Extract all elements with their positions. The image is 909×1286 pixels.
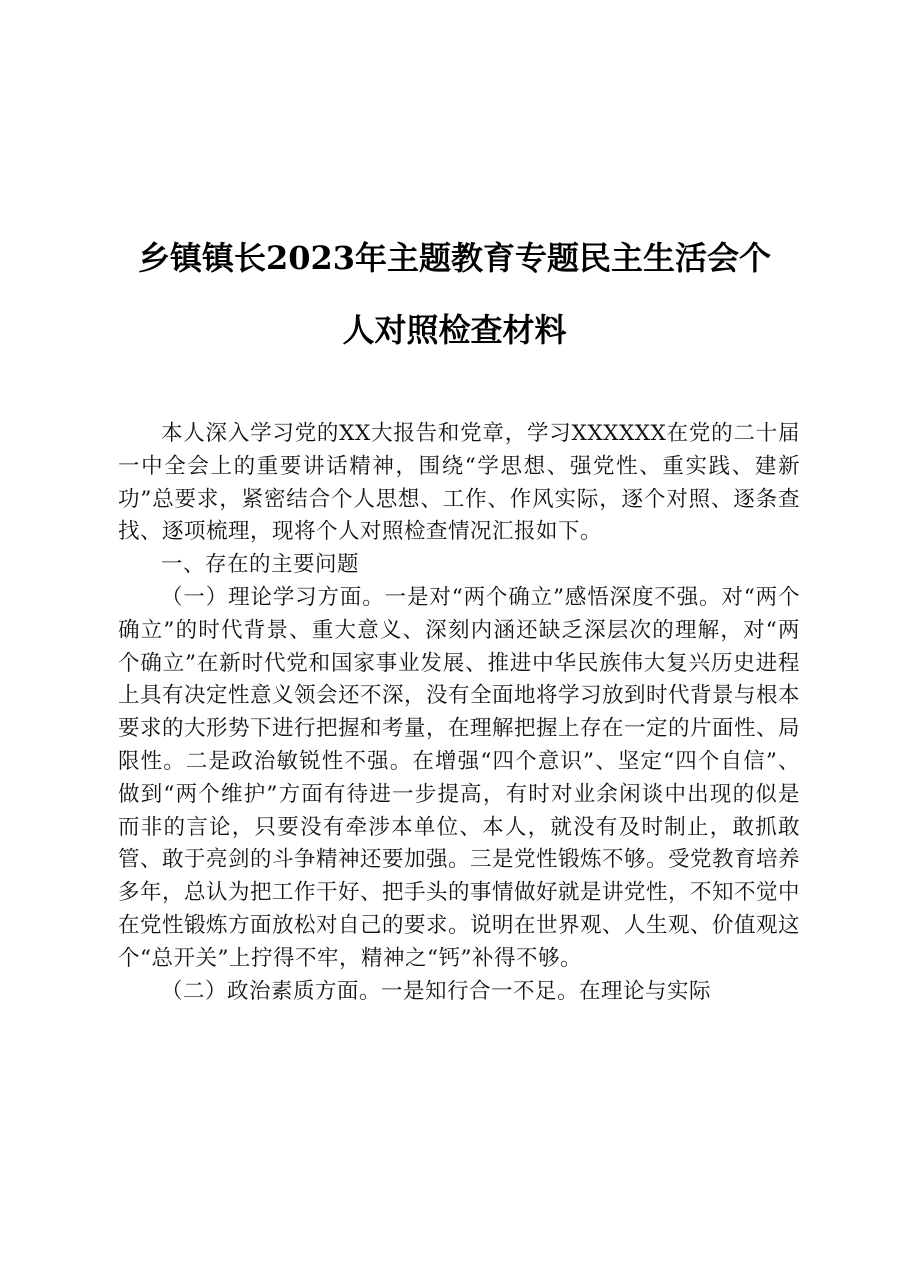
paragraph-political-quality: （二）政治素质方面。一是知行合一不足。在理论与实际 (161, 978, 712, 1004)
document-title (60, 222, 849, 366)
intro-paragraph: 本人深入学习党的XX大报告和党章，学习XXXXXX在党的二十届一中全会上的重要讲话精神，围绕“学思想、强党性、重实践、建新功”总要求，紧密结合个人思想、工作、作风实际，逐个对照、逐条查找、逐项梳理，现将个人对照检查情况汇报如下。 (118, 421, 800, 545)
document-body (118, 418, 800, 1008)
title-line-2: 人对照检查材料 (342, 311, 567, 349)
title-line-1: 乡镇镇长2023年主题教育专题民主生活会个 (137, 239, 772, 277)
section-heading-problems: 一、存在的主要问题 (161, 552, 360, 578)
paragraph-theory-study: （一）理论学习方面。一是对“两个确立”感悟深度不强。对“两个确立”的时代背景、重大意义、深刻内涵还缺乏深层次的理解，对“两个确立”在新时代党和国家事业发展、推进中华民族伟大复兴历史进程上具有决定性意义领会还不深，没有全面地将学习放到时代背景与根本要求的大形势下进行把握和考量，在理解把握上存在一定的片面性、局限性。二是政治敏锐性不强。在增强“四个意识”、坚定“四个自信”、做到“两个维护”方面有待进一步提高，有时对业余闲谈中出现的似是而非的言论，只要没有牵涉本单位、本人，就没有及时制止，敢抓敢管、敢于亮剑的斗争精神还要加强。三是党性锻炼不够。受党教育培养多年，总认为把工作干好、把手头的事情做好就是讲党性，不知不觉中在党性锻炼方面放松对自己的要求。说明在世界观、人生观、价值观这个“总开关”上拧得不牢，精神之“钙”补得不够。 (118, 584, 801, 971)
